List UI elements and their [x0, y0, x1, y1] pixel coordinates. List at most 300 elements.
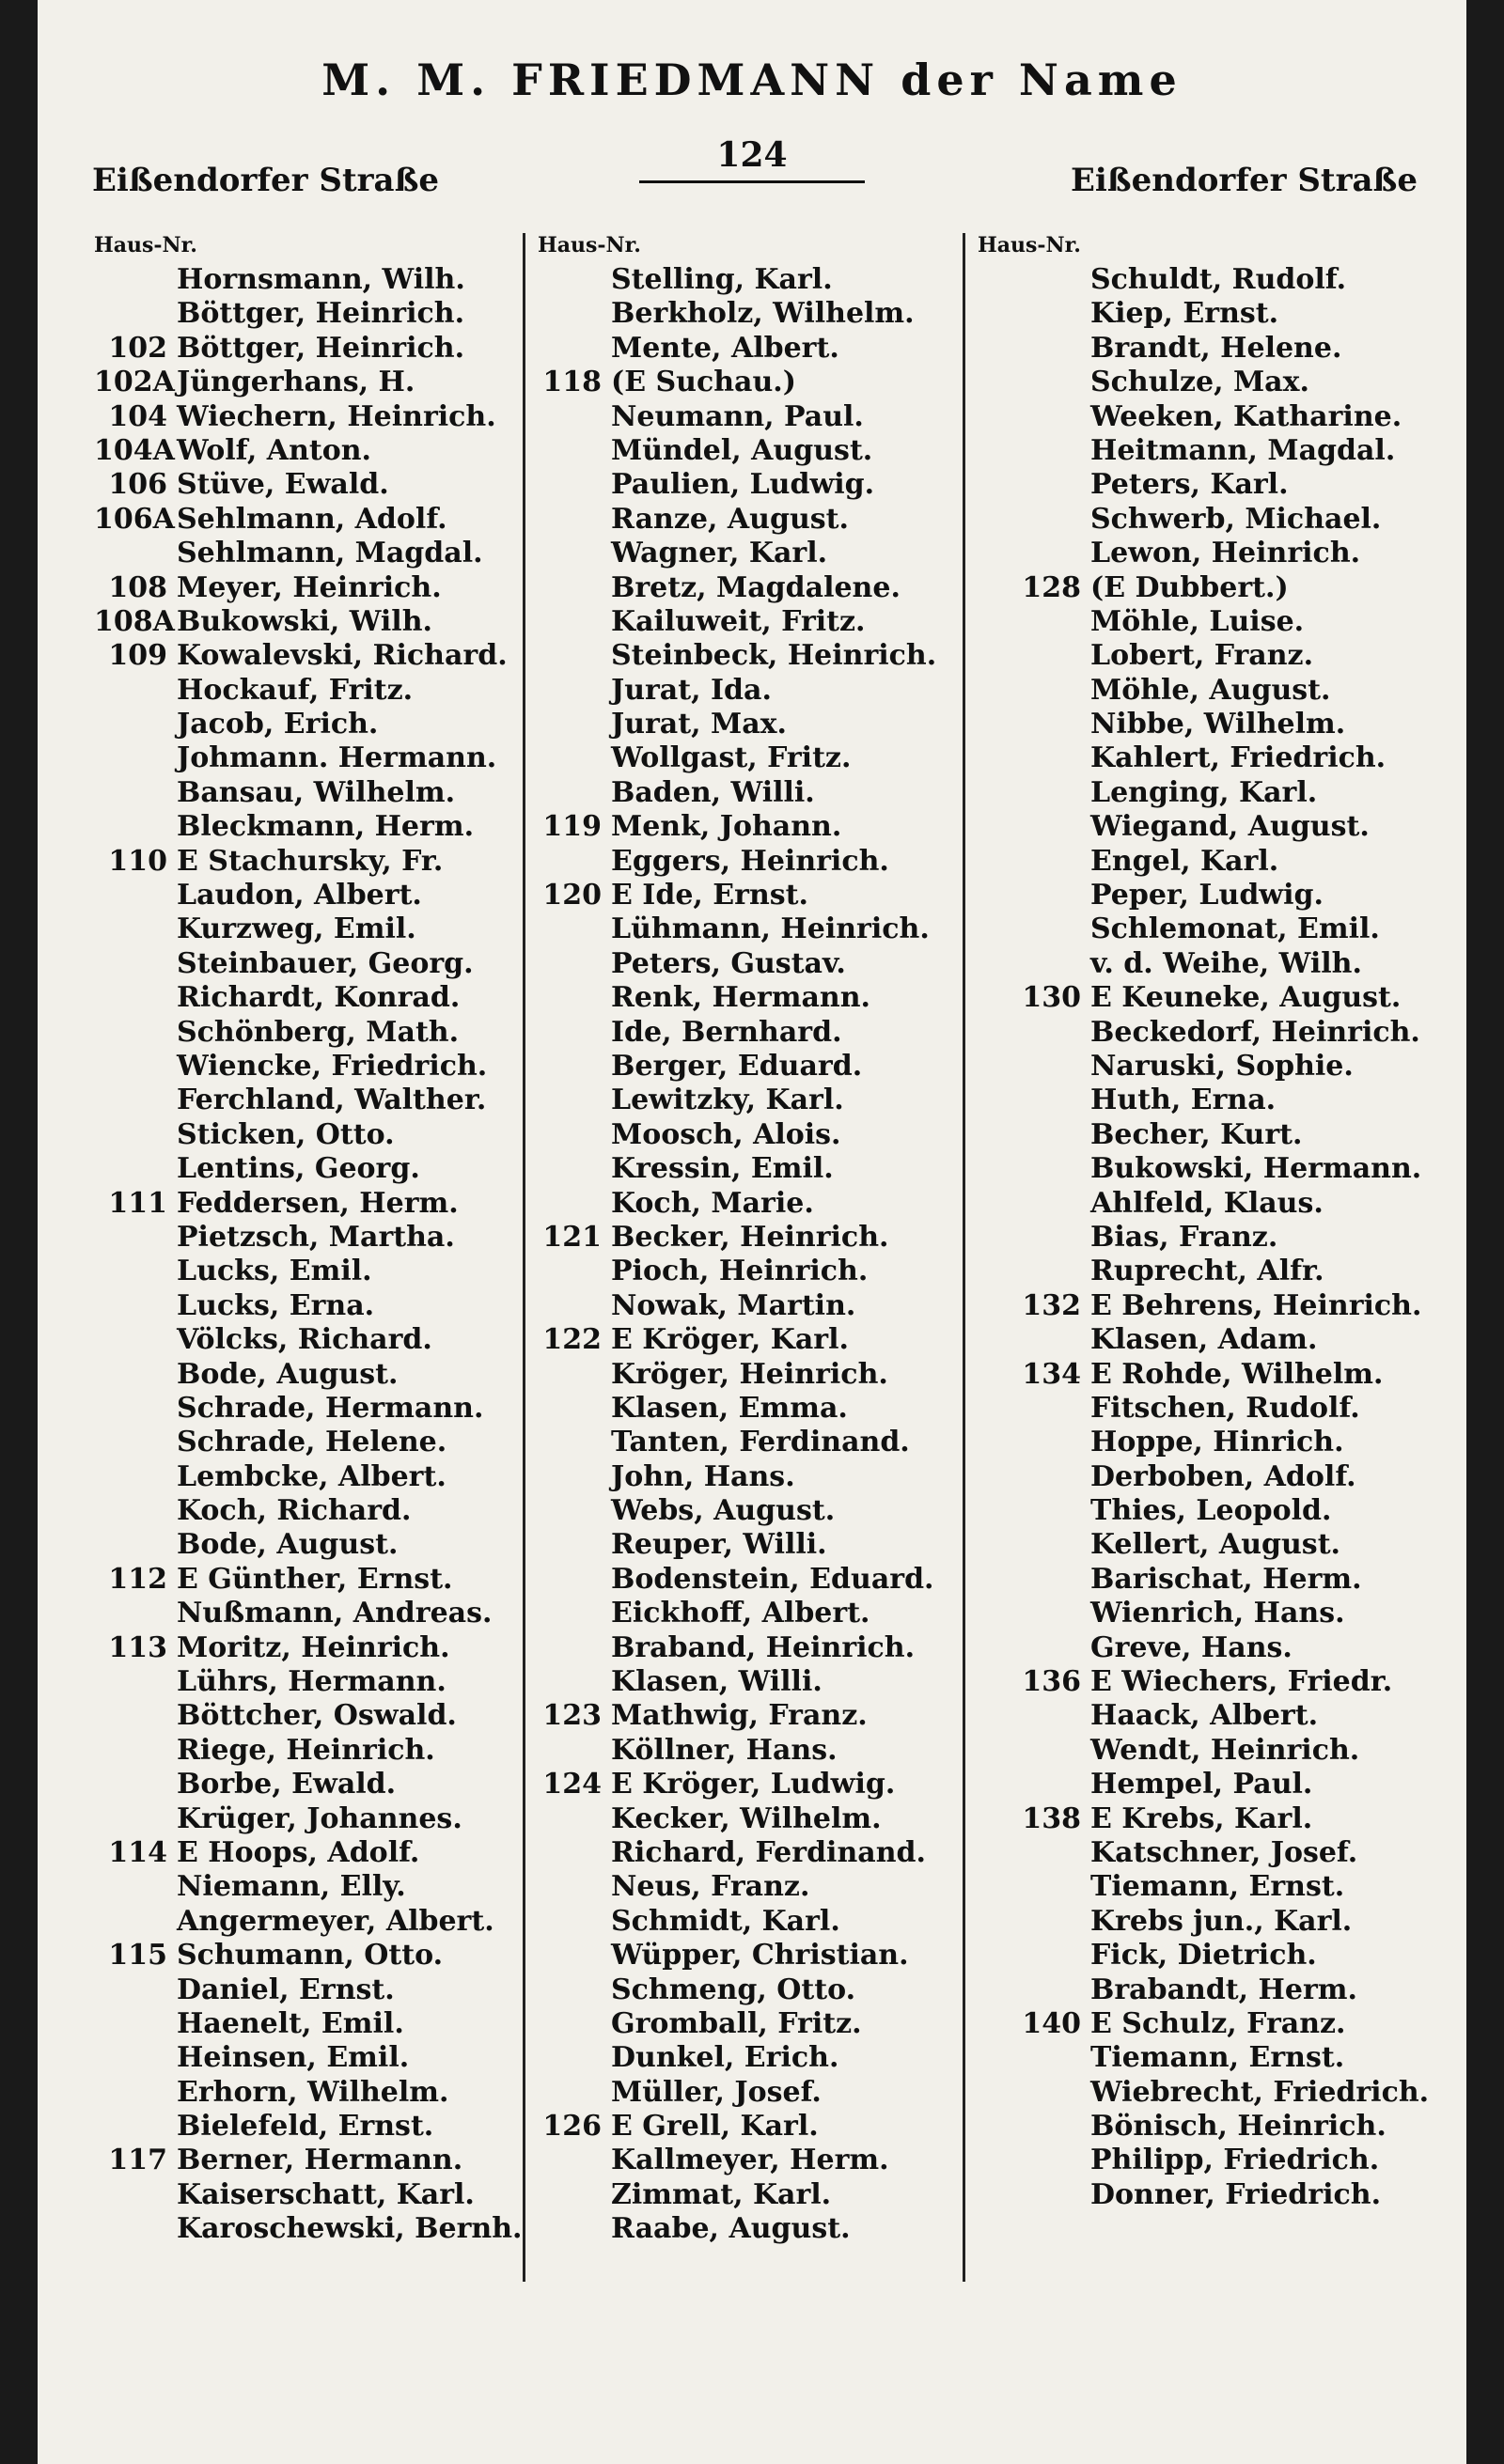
list-item	[94, 1084, 526, 1117]
house-number: 106A	[94, 502, 175, 536]
house-number	[538, 1802, 611, 1836]
house-number	[978, 2076, 1090, 2110]
resident-name: Bansau, Wilhelm.	[177, 775, 456, 809]
resident-name: Bode, August.	[177, 1357, 399, 1391]
resident-name: Klasen, Adam.	[1090, 1323, 1318, 1357]
house-number	[538, 845, 611, 879]
resident-name: Koch, Marie.	[611, 1186, 814, 1220]
list-item	[94, 1426, 526, 1459]
list-item	[94, 434, 526, 468]
list-item	[978, 503, 1410, 537]
house-number	[94, 981, 177, 1015]
list-item	[978, 1015, 1420, 1050]
house-number	[978, 1084, 1090, 1117]
resident-name: Becher, Kurt.	[1090, 1117, 1303, 1151]
house-number	[978, 2144, 1090, 2177]
resident-name: Jurat, Max.	[611, 708, 787, 741]
list-item	[94, 912, 526, 946]
list-item	[538, 1939, 970, 1973]
house-number	[538, 1187, 611, 1221]
house-number: 106	[108, 468, 167, 502]
list-item	[978, 1460, 1410, 1494]
house-number	[538, 1050, 611, 1084]
house-number	[538, 400, 611, 434]
resident-name: Kowalevski, Richard.	[177, 639, 508, 673]
list-item	[94, 366, 526, 399]
house-number	[978, 708, 1090, 741]
list-item	[94, 537, 526, 570]
list-item	[978, 1152, 1422, 1186]
resident-name: E Grell, Karl.	[611, 2110, 819, 2144]
resident-name: Pioch, Heinrich.	[611, 1255, 869, 1288]
resident-name: Paulien, Ludwig.	[611, 468, 875, 502]
house-number	[978, 1563, 1090, 1597]
list-item	[538, 1255, 970, 1288]
resident-name: Heinsen, Emil.	[177, 2041, 410, 2075]
house-number	[978, 503, 1090, 537]
house-number	[94, 1358, 177, 1392]
column-header: Haus-Nr.	[538, 233, 641, 257]
resident-name: Hornsmann, Wilh.	[177, 263, 465, 296]
resident-name: Moritz, Heinrich.	[177, 1630, 450, 1664]
house-number	[94, 1768, 177, 1801]
resident-name: Wiegand, August.	[1090, 810, 1370, 844]
resident-name: Möhle, Luise.	[1090, 604, 1305, 638]
resident-name: Krebs jun., Karl.	[1090, 1904, 1353, 1938]
resident-name: Brandt, Helene.	[1090, 331, 1342, 365]
list-item	[978, 1288, 1422, 1323]
resident-name: Bukowski, Wilh.	[177, 604, 432, 638]
resident-name: Schmidt, Karl.	[611, 1904, 840, 1938]
house-number	[94, 810, 177, 844]
house-number: 122	[542, 1323, 602, 1357]
house-number	[94, 2041, 177, 2075]
house-number	[978, 1494, 1090, 1528]
list-item	[538, 639, 970, 673]
house-number	[978, 1152, 1090, 1186]
resident-name: Riege, Heinrich.	[177, 1733, 435, 1767]
resident-name: Wolf, Anton.	[177, 433, 371, 467]
house-number	[538, 1426, 611, 1459]
resident-name: Tiemann, Ernst.	[1090, 2041, 1345, 2075]
resident-name: Peper, Ludwig.	[1090, 879, 1324, 912]
list-item	[94, 2212, 526, 2246]
resident-name: Nußmann, Andreas.	[177, 1597, 493, 1630]
resident-name: Schumann, Otto.	[177, 1939, 444, 1973]
house-number	[978, 332, 1090, 366]
house-number	[538, 434, 611, 468]
list-item	[978, 2041, 1410, 2075]
list-item	[538, 776, 970, 810]
list-item	[538, 1905, 970, 1939]
house-number	[94, 1973, 177, 2007]
list-item	[538, 1221, 970, 1255]
house-number	[538, 2076, 611, 2110]
house-number	[978, 1528, 1090, 1562]
list-item	[978, 1392, 1410, 1426]
house-number	[978, 468, 1090, 502]
resident-name: Niemann, Elly.	[177, 1870, 406, 1904]
house-number	[978, 1597, 1090, 1630]
list-item	[94, 1460, 526, 1494]
resident-name: Mündel, August.	[611, 433, 873, 467]
list-item	[538, 1734, 970, 1768]
resident-name: Bodenstein, Eduard.	[611, 1562, 934, 1596]
house-number	[538, 2144, 611, 2177]
house-number	[538, 1118, 611, 1152]
resident-name: Karoschewski, Bernh.	[177, 2212, 523, 2246]
list-item	[978, 2075, 1430, 2110]
house-number: 108	[108, 570, 167, 604]
list-item	[538, 845, 970, 879]
resident-name: Wiebrecht, Friedrich.	[1090, 2075, 1430, 2109]
resident-name: Webs, August.	[611, 1494, 836, 1528]
resident-name: Krüger, Johannes.	[177, 1801, 462, 1835]
house-number	[538, 2041, 611, 2075]
resident-name: Lentins, Georg.	[177, 1152, 420, 1186]
resident-name: Laudon, Albert.	[177, 879, 422, 912]
list-item	[978, 366, 1410, 399]
list-item	[94, 1187, 526, 1221]
resident-name: Berkholz, Wilhelm.	[611, 297, 915, 331]
house-number: 123	[542, 1699, 602, 1733]
list-item	[94, 1939, 526, 1973]
house-number	[94, 1289, 177, 1323]
list-item	[978, 1699, 1410, 1733]
resident-name: Wiencke, Friedrich.	[177, 1049, 488, 1083]
resident-name: John, Hans.	[611, 1459, 795, 1493]
house-number	[94, 1426, 177, 1459]
house-number	[978, 639, 1090, 673]
list-item	[538, 1631, 970, 1665]
resident-name: E Krebs, Karl.	[1090, 1801, 1313, 1835]
house-number	[978, 1905, 1090, 1939]
resident-name: Mente, Albert.	[611, 331, 839, 365]
house-number	[94, 1870, 177, 1904]
list-item	[978, 297, 1410, 331]
resident-name: Lobert, Franz.	[1090, 639, 1314, 673]
list-item	[978, 1802, 1410, 1836]
street-name-right: Eißendorfer Straße	[1070, 162, 1418, 199]
list-item	[538, 2144, 970, 2177]
house-number	[978, 947, 1090, 981]
resident-name: Raabe, August.	[611, 2212, 851, 2246]
list-item	[538, 1563, 970, 1597]
house-number	[538, 2007, 611, 2041]
resident-name: Wendt, Heinrich.	[1090, 1733, 1360, 1767]
resident-name: Jüngerhans, H.	[177, 366, 415, 399]
resident-name: Neumann, Paul.	[611, 399, 864, 433]
list-item	[94, 674, 526, 708]
house-number	[538, 1016, 611, 1050]
resident-name: Neus, Franz.	[611, 1870, 810, 1904]
list-item	[978, 2144, 1410, 2177]
resident-name: Kahlert, Friedrich.	[1090, 741, 1386, 775]
resident-name: E Ide, Ernst.	[611, 879, 808, 912]
list-item	[538, 1289, 970, 1323]
resident-name: Lewitzky, Karl.	[611, 1084, 844, 1117]
resident-name: E Hoops, Adolf.	[177, 1835, 420, 1869]
house-number	[538, 741, 611, 775]
house-number	[94, 674, 177, 708]
house-number	[94, 741, 177, 775]
house-number: 113	[108, 1630, 167, 1664]
list-item	[538, 1392, 970, 1426]
column-divider	[963, 233, 965, 2282]
house-number	[538, 1289, 611, 1323]
resident-name: Johmann. Hermann.	[177, 741, 497, 775]
list-item	[94, 1563, 526, 1597]
list-item	[538, 1426, 970, 1459]
resident-name: Lucks, Emil.	[177, 1255, 372, 1288]
house-number: 138	[1022, 1801, 1081, 1835]
resident-name: Kurzweg, Emil.	[177, 912, 416, 946]
resident-name: Lucks, Erna.	[177, 1288, 375, 1322]
house-number	[978, 537, 1090, 570]
list-item	[94, 810, 526, 844]
house-number	[538, 1084, 611, 1117]
resident-name: Sehlmann, Adolf.	[177, 502, 447, 536]
house-number	[978, 1118, 1090, 1152]
resident-name: Reuper, Willi.	[611, 1528, 827, 1562]
list-item	[978, 1631, 1410, 1665]
house-number	[538, 1665, 611, 1699]
list-item	[538, 1050, 970, 1084]
list-item	[978, 2007, 1410, 2041]
resident-name: Naruski, Sophie.	[1090, 1049, 1354, 1083]
list-item	[538, 708, 970, 741]
house-number	[978, 1939, 1090, 1973]
house-number	[94, 1152, 177, 1186]
house-number	[538, 1870, 611, 1904]
resident-name: E Kröger, Ludwig.	[611, 1768, 896, 1801]
resident-name: Kaiserschatt, Karl.	[177, 2177, 475, 2211]
resident-name: Koch, Richard.	[177, 1494, 412, 1528]
house-number	[538, 1597, 611, 1630]
resident-name: Lührs, Hermann.	[177, 1665, 446, 1699]
list-item	[538, 1973, 970, 2007]
resident-name: Völcks, Richard.	[177, 1323, 432, 1357]
resident-name: Kallmeyer, Herm.	[611, 2144, 889, 2177]
resident-name: Weeken, Katharine.	[1090, 399, 1402, 433]
resident-name: Schuldt, Rudolf.	[1090, 263, 1347, 296]
resident-name: Steinbauer, Georg.	[177, 946, 474, 980]
house-number	[538, 912, 611, 946]
house-number	[538, 2178, 611, 2212]
house-number	[978, 845, 1090, 879]
resident-name: Lewon, Heinrich.	[1090, 537, 1361, 570]
house-number: 111	[108, 1186, 167, 1220]
resident-name: Böttcher, Oswald.	[177, 1699, 457, 1733]
list-item	[94, 741, 526, 775]
house-number	[538, 1905, 611, 1939]
house-number	[94, 2076, 177, 2110]
page-number: 124	[639, 135, 865, 183]
house-number	[978, 400, 1090, 434]
list-item	[538, 1358, 970, 1392]
resident-name: E Schulz, Franz.	[1090, 2006, 1346, 2040]
list-item	[94, 1152, 526, 1186]
house-number	[94, 1665, 177, 1699]
house-number	[978, 2178, 1090, 2212]
house-number	[978, 1255, 1090, 1288]
resident-name: Schönberg, Math.	[177, 1015, 460, 1049]
resident-name: Ranze, August.	[611, 502, 849, 536]
list-item	[94, 400, 526, 434]
resident-name: Tanten, Ferdinand.	[611, 1426, 910, 1459]
list-item	[978, 263, 1410, 297]
list-item	[978, 605, 1410, 639]
house-number	[94, 1734, 177, 1768]
list-item	[978, 1563, 1410, 1597]
list-item	[538, 1699, 970, 1733]
list-item	[978, 1323, 1410, 1357]
resident-name: Renk, Hermann.	[611, 981, 870, 1015]
house-number	[538, 1255, 611, 1288]
resident-name: Richardt, Konrad.	[177, 981, 461, 1015]
house-number: 102	[108, 331, 167, 365]
house-number	[94, 1494, 177, 1528]
resident-name: Ruprecht, Alfr.	[1090, 1255, 1324, 1288]
resident-name: Thies, Leopold.	[1090, 1494, 1332, 1528]
list-item	[94, 1699, 526, 1733]
resident-name: Wienrich, Hans.	[1090, 1597, 1345, 1630]
list-item	[978, 810, 1410, 844]
list-item	[538, 912, 970, 946]
list-item	[538, 674, 970, 708]
list-item	[94, 1973, 526, 2007]
list-item	[978, 468, 1410, 502]
house-number	[978, 1016, 1090, 1050]
resident-name: E Stachursky, Fr.	[177, 844, 444, 878]
list-item	[978, 1118, 1410, 1152]
list-item	[538, 1768, 970, 1801]
house-number	[978, 1392, 1090, 1426]
list-item	[538, 1323, 970, 1357]
resident-name: Schrade, Hermann.	[177, 1391, 484, 1425]
house-number	[94, 1323, 177, 1357]
house-number	[94, 1221, 177, 1255]
house-number	[978, 1426, 1090, 1459]
resident-name: Dunkel, Erich.	[611, 2041, 839, 2075]
list-item	[978, 571, 1410, 605]
resident-name: Wollgast, Fritz.	[611, 741, 852, 775]
resident-name: Brabandt, Herm.	[1090, 1973, 1357, 2006]
list-item	[94, 1323, 526, 1357]
house-number: 134	[1022, 1357, 1081, 1391]
resident-name: Heitmann, Magdal.	[1090, 433, 1396, 467]
resident-name: Tiemann, Ernst.	[1090, 1870, 1345, 1904]
resident-name: Eickhoff, Albert.	[611, 1597, 870, 1630]
resident-name: Kröger, Heinrich.	[611, 1357, 888, 1391]
list-item	[978, 708, 1410, 741]
list-item	[978, 1597, 1410, 1630]
list-item	[94, 468, 526, 502]
list-item	[538, 1118, 970, 1152]
directory-page	[38, 0, 1466, 2464]
page-title: M. M. FRIEDMANN der Name	[321, 55, 1183, 105]
resident-name: Katschner, Josef.	[1090, 1835, 1358, 1869]
resident-name: Meyer, Heinrich.	[177, 570, 442, 604]
list-item	[94, 2041, 526, 2075]
resident-name: E Günther, Ernst.	[177, 1562, 453, 1596]
house-number	[978, 1050, 1090, 1084]
list-item	[538, 1836, 970, 1870]
list-item	[94, 1050, 526, 1084]
house-number: 104	[108, 399, 167, 433]
resident-name: Möhle, August.	[1090, 673, 1331, 707]
house-number	[538, 605, 611, 639]
resident-name: Schulze, Max.	[1090, 366, 1309, 399]
list-item	[978, 639, 1410, 673]
resident-name: (E Suchau.)	[611, 366, 796, 399]
list-item	[94, 981, 526, 1015]
list-item	[978, 1084, 1410, 1117]
house-number	[538, 947, 611, 981]
resident-name: E Keuneke, August.	[1090, 981, 1402, 1015]
resident-name: Wiechern, Heinrich.	[177, 399, 496, 433]
resident-name: E Kröger, Karl.	[611, 1323, 849, 1357]
house-number	[94, 297, 177, 331]
house-number: 124	[542, 1768, 602, 1801]
resident-name: Fitschen, Rudolf.	[1090, 1391, 1360, 1425]
resident-name: Eggers, Heinrich.	[611, 844, 889, 878]
house-number	[978, 776, 1090, 810]
list-item	[94, 1802, 526, 1836]
column-header: Haus-Nr.	[94, 233, 197, 257]
house-number	[538, 503, 611, 537]
list-item	[538, 1597, 970, 1630]
house-number: 136	[1022, 1665, 1081, 1699]
house-number: 110	[108, 844, 167, 878]
resident-name: Sticken, Otto.	[177, 1117, 395, 1151]
list-item	[538, 879, 970, 912]
house-number	[94, 1084, 177, 1117]
house-number	[94, 776, 177, 810]
list-item	[978, 2178, 1410, 2212]
list-item	[538, 434, 970, 468]
list-item	[978, 1050, 1410, 1084]
list-item	[978, 1768, 1410, 1801]
resident-name: Kellert, August.	[1090, 1528, 1341, 1562]
list-item	[538, 2110, 970, 2144]
resident-name: Zimmat, Karl.	[611, 2177, 832, 2211]
resident-name: Feddersen, Herm.	[177, 1186, 459, 1220]
resident-name: Philipp, Friedrich.	[1090, 2144, 1380, 2177]
list-item	[94, 1597, 526, 1630]
resident-name: Mathwig, Franz.	[611, 1699, 868, 1733]
resident-name: Kecker, Wilhelm.	[611, 1801, 882, 1835]
resident-name: Peters, Gustav.	[611, 946, 846, 980]
resident-name: Derboben, Adolf.	[1090, 1459, 1356, 1493]
resident-name: Fick, Dietrich.	[1090, 1939, 1317, 1973]
list-item	[94, 1734, 526, 1768]
column-header: Haus-Nr.	[978, 233, 1081, 257]
list-item	[538, 2007, 970, 2041]
house-number	[978, 1734, 1090, 1768]
resident-name: Jacob, Erich.	[177, 708, 379, 741]
list-item	[94, 332, 526, 366]
list-item	[978, 947, 1410, 981]
list-item	[94, 2144, 526, 2177]
resident-name: Peters, Karl.	[1090, 468, 1289, 502]
list-item	[538, 2212, 970, 2246]
list-item	[978, 674, 1410, 708]
resident-name: Becker, Heinrich.	[611, 1220, 889, 1254]
list-item	[538, 366, 970, 399]
house-number: 128	[1022, 570, 1081, 604]
list-item	[94, 2076, 526, 2110]
